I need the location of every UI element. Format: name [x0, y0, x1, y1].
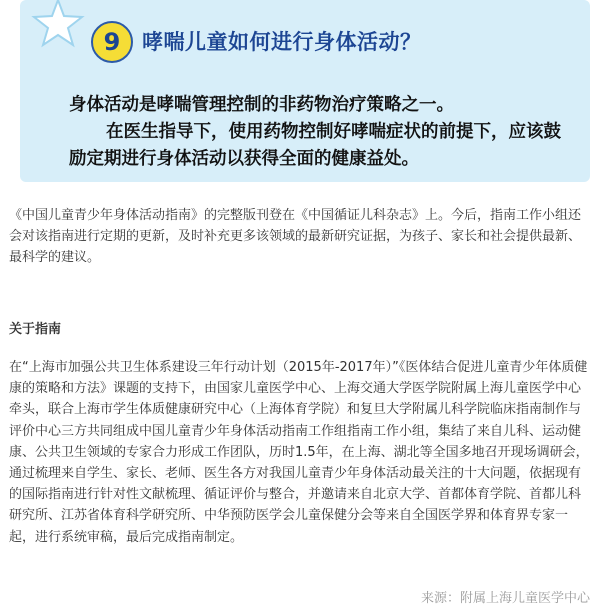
answer-line-2: 在医生指导下，使用药物控制好哮喘症状的前提下，应该鼓励定期进行身体活动以获得全面的健康益处。: [69, 122, 561, 169]
article-body: [9, 205, 591, 269]
question-answer: [69, 92, 569, 173]
section-heading: 关于指南: [9, 322, 62, 337]
answer-line-1: 身体活动是哮喘管理控制的非药物治疗策略之一。: [69, 95, 454, 115]
source-credit: 来源：附属上海儿童医学中心: [420, 591, 590, 606]
about-paragraph: 在“上海市加强公共卫生体系建设三年行动计划（2015年-2017年）”《医体结合促进儿童青少年体质健康的策略和方法》课题的支持下，由国家儿童医学中心、上海交通大学医学院附属上海儿童医学中心牵头，联合上海市学生体质健康研究中心（上海体育学院）和复旦大学附属儿科学院临床指南制作与评价中心三方共同组成中国儿童青少年身体活动指南工作组指南工作小组，集结了来自儿科、运动健康、公共卫生领域的专家合力形成工作团队，历时1.5年，在上海、湖北等全国多地召开现场调研会，通过梳理来自学生、家长、老师、医生各方对我国儿童青少年身体活动最关注的十大问题，依据现有的国际指南进行针对性文献梳理、循证评价与整合，并邀请来自北京大学、首都体育学院、首都儿科研究所、江苏省体育科学研究所、中华预防医学会儿童保健分会等来自全国医学界和体育界专家一起，进行系统审稿，最后完成指南制定。: [9, 360, 589, 545]
question-title: 哮喘儿童如何进行身体活动？: [142, 30, 422, 54]
intro-paragraph: 《中国儿童青少年身体活动指南》的完整版刊登在《中国循证儿科杂志》上。今后，指南工作小组还会对该指南进行定期的更新，及时补充更多该领域的最新研究证据，为孩子、家长和社会提供最新、最科学的建议。: [9, 208, 582, 266]
question-number-badge: 9: [91, 21, 133, 63]
star-icon: [20, 0, 90, 60]
question-card: [20, 0, 590, 182]
